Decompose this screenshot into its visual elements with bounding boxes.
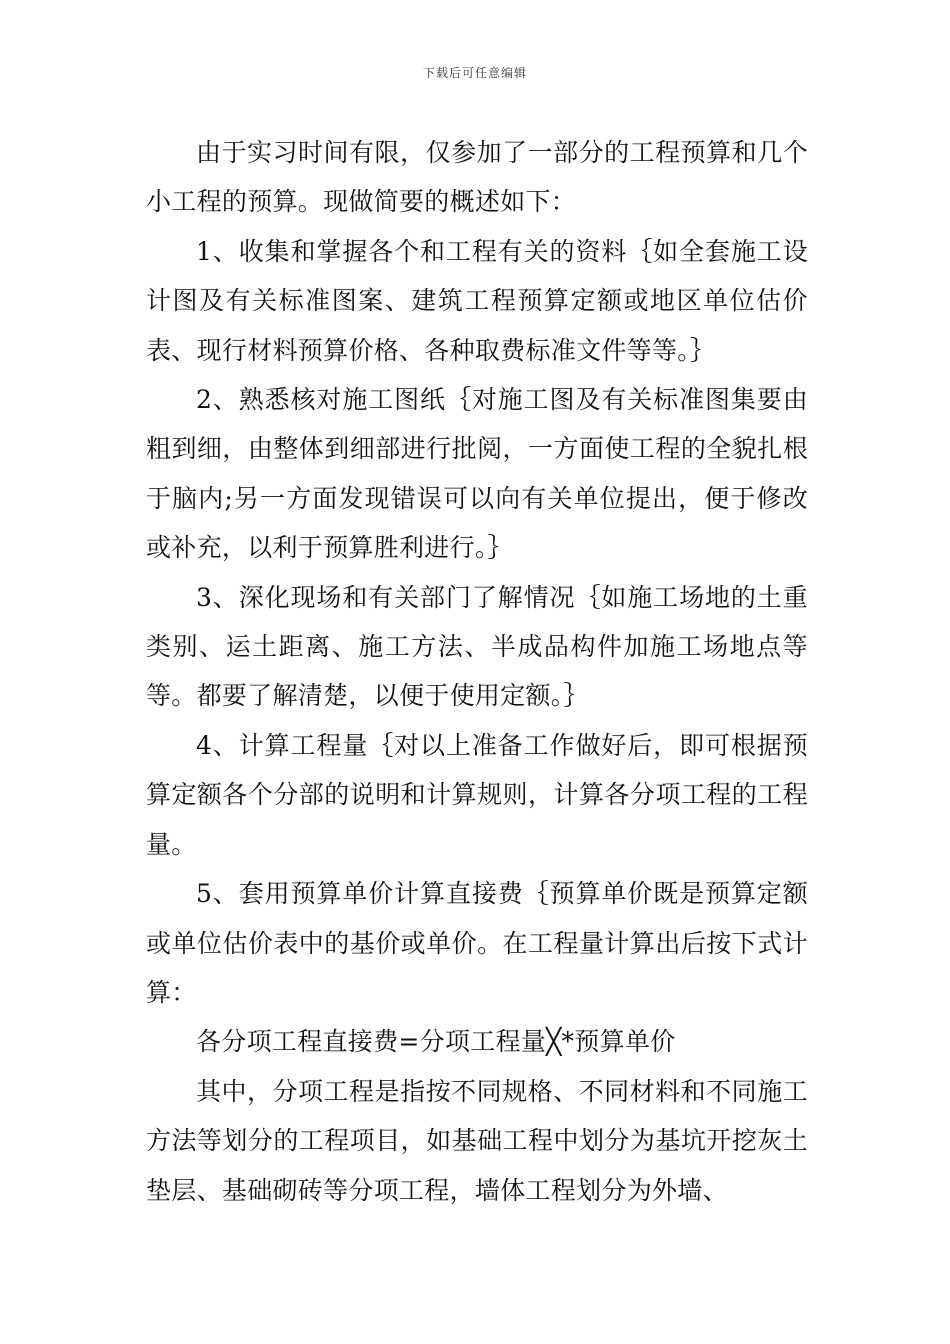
paragraph-step-5: 5、套用预算单价计算直接费｛预算单价既是预算定额或单位估价表中的基价或单价。在工程量计算出后按下式计算：	[146, 879, 808, 1007]
paragraph-step-1: 1、收集和掌握各个和工程有关的资料｛如全套施工设计图及有关标准图案、建筑工程预算定额或地区单位估价表、现行材料预算价格、各种取费标准文件等等。｝	[146, 236, 808, 365]
paragraph-explanation: 其中，分项工程是指按不同规格、不同材料和不同施工方法等划分的工程项目，如基础工程中划分为基坑开挖灰土垫层、基础砌砖等分项工程，墙体工程划分为外墙、	[146, 1076, 808, 1205]
paragraph-intro: 由于实习时间有限，仅参加了一部分的工程预算和几个小工程的预算。现做简要的概述如下：	[146, 138, 808, 217]
paragraph-step-3: 3、深化现场和有关部门了解情况｛如施工场地的土重类别、运土距离、施工方法、半成品构件加施工场地点等等。都要了解清楚，以便于使用定额。｝	[146, 582, 808, 711]
paragraph-step-4: 4、计算工程量｛对以上准备工作做好后，即可根据预算定额各个分部的说明和计算规则，计算各分项工程的工程量。	[146, 730, 808, 859]
paragraph-formula: 各分项工程直接费=分项工程量╳*预算单价	[196, 1027, 676, 1057]
paragraph-step-2: 2、熟悉核对施工图纸｛对施工图及有关标准图集要由粗到细，由整体到细部进行批阅，一方面使工程的全貌扎根于脑内;另一方面发现错误可以向有关单位提出，便于修改或补充，以利于预算胜利进行。｝	[146, 385, 808, 563]
document-body	[146, 128, 808, 1215]
page-header-note: 下载后可任意编辑	[422, 66, 527, 80]
